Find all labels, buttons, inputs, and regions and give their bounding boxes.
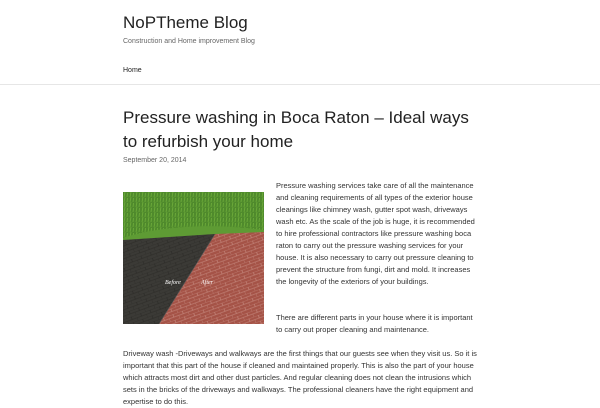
site-title-link[interactable]: NoPTheme Blog (123, 13, 248, 32)
post-title: Pressure washing in Boca Raton – Ideal ways to refurbish your home (123, 108, 469, 151)
before-after-photo-art (123, 192, 264, 324)
post-paragraph-3: Driveway wash -Driveways and walkways are the first things that our guests see when they visit us. So it is important that this part of the house if cleaned and maintained properly. This is also the part of your house which attracts most dirt and other dust particles. And regular cleaning does not clean the intrusions which sets in the bricks of the driveways and walkways. The professional cleaners have the right equipment and expertise to do this. (123, 349, 477, 406)
before-label: Before (165, 280, 181, 286)
post-paragraph-2: There are different parts in your house where it is important to carry out proper cleaning and maintenance. (276, 313, 473, 334)
nav-home-link[interactable]: Home (123, 67, 142, 74)
post-date: September 20, 2014 (123, 157, 187, 164)
before-after-photo (123, 192, 264, 324)
site-description: Construction and Home improvement Blog (123, 38, 255, 45)
site-header (0, 0, 600, 85)
paragraph-1-end: to carry out the pressure washing services for your house. It is also necessary to carry out pressure cleaning to prevent the structure from fungi, dirt and mold. It increases the longevity of the exteriors of your buildings. (276, 241, 474, 286)
post-paragraph-1 (276, 180, 480, 288)
after-label: After (201, 280, 213, 286)
pressure-washing-link[interactable]: pressure washing boca raton (276, 229, 472, 250)
paragraph-1-start: Pressure washing services take care of all the maintenance and cleaning requirements of all types of the exterior house cleanings like chimney wash, gutter spot wash, driveways wash etc. As the scale of the job is huge, it is recommended to hire professional contractors like (276, 181, 475, 238)
